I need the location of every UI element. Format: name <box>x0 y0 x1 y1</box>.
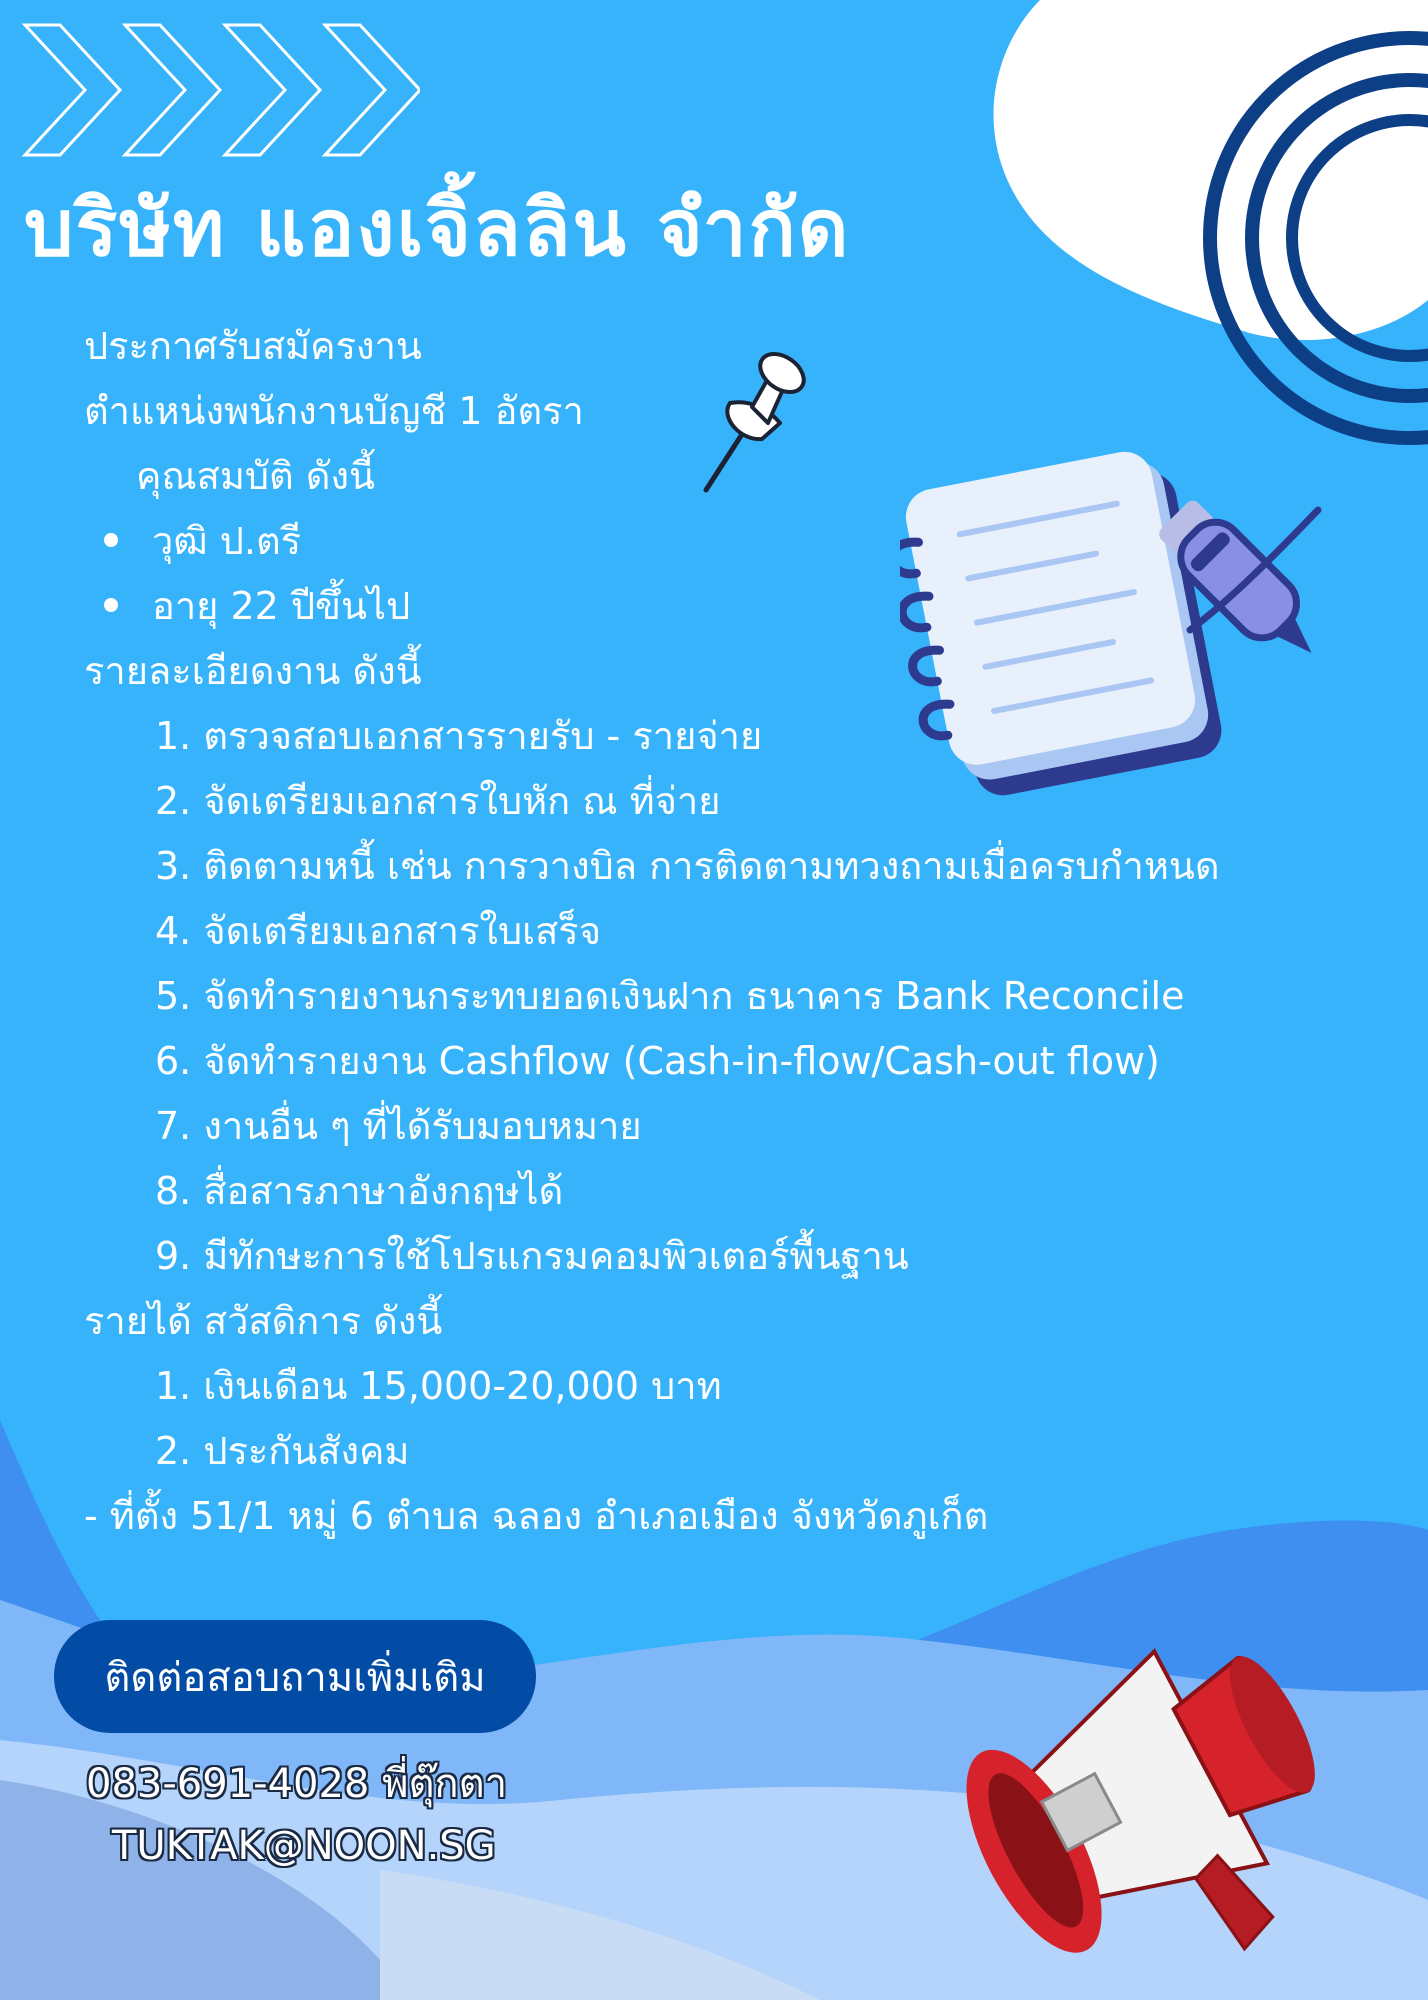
benefit-item: 1. เงินเดือน 15,000-20,000 บาท <box>155 1364 722 1408</box>
detail-item: 2. จัดเตรียมเอกสารใบหัก ณ ที่จ่าย <box>155 779 721 823</box>
megaphone-icon <box>960 1565 1400 2000</box>
benefit-item: 2. ประกันสังคม <box>155 1429 410 1473</box>
detail-item: 1. ตรวจสอบเอกสารรายรับ - รายจ่าย <box>155 714 763 758</box>
contact-button-label: ติดต่อสอบถามเพิ่มเติม <box>104 1654 486 1701</box>
detail-item: 6. จัดทำรายงาน Cashflow (Cash-in-flow/Cash-out flow) <box>155 1039 1160 1083</box>
detail-item: 5. จัดทำรายงานกระทบยอดเงินฝาก ธนาคาร Bank Reconcile <box>155 974 1185 1018</box>
email-text[interactable]: TUKTAK@NOON.SG <box>112 1823 496 1869</box>
bullet-icon <box>104 598 118 612</box>
position-text: ตำแหน่งพนักงานบัญชี 1 อัตรา <box>84 389 584 433</box>
detail-item: 4. จัดเตรียมเอกสารใบเสร็จ <box>155 909 601 953</box>
detail-item: 8. สื่อสารภาษาอังกฤษได้ <box>155 1169 564 1213</box>
detail-item: 7. งานอื่น ๆ ที่ได้รับมอบหมาย <box>155 1104 642 1148</box>
phone-text[interactable]: 083-691-4028 พี่ตุ๊กตา <box>86 1761 508 1807</box>
company-name: บริษัท แองเจิ้ลลิน จำกัด <box>24 184 851 274</box>
detail-item: 9. มีทักษะการใช้โปรแกรมคอมพิวเตอร์พื้นฐาน <box>155 1234 909 1278</box>
pushpin-icon <box>700 345 810 495</box>
detail-item: 3. ติดตามหนี้ เช่น การวางบิล การติดตามทวงถามเมื่อครบกำหนด <box>155 844 1220 888</box>
contact-button[interactable] <box>54 1620 536 1733</box>
details-heading: รายละเอียดงาน ดังนี้ <box>84 649 422 693</box>
bullet-icon <box>104 533 118 547</box>
pen-icon <box>1150 490 1340 680</box>
benefits-heading: รายได้ สวัสดิการ ดังนี้ <box>84 1299 443 1343</box>
concentric-rings-icon <box>1140 20 1428 450</box>
announcement-text: ประกาศรับสมัครงาน <box>84 324 422 368</box>
qualification-item: วุฒิ ป.ตรี <box>152 519 302 563</box>
chevrons-icon <box>20 20 420 160</box>
qualification-item: อายุ 22 ปีขึ้นไป <box>152 584 411 628</box>
qualifications-heading: คุณสมบัติ ดังนี้ <box>136 454 376 498</box>
location-text: - ที่ตั้ง 51/1 หมู่ 6 ตำบล ฉลอง อำเภอเมือง จังหวัดภูเก็ต <box>84 1494 989 1538</box>
